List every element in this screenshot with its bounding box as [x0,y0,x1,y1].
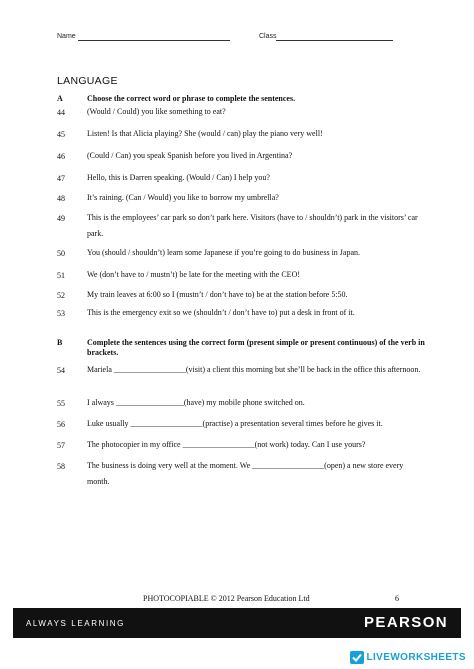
item-text: (Could / Can) you speak Spanish before you lived in Argentina? [87,151,293,160]
footer-brand-bar [13,608,461,638]
item-text: Listen! Is that Alicia playing? She (would / can) play the piano very well! [87,129,323,138]
section-a-letter: A [57,94,63,103]
item-text: The photocopier in my office __________________(not work) today. Can I use yours? [87,440,366,449]
copyright-notice: PHOTOCOPIABLE © 2012 Pearson Education Ltd [143,594,310,603]
class-line [276,40,393,41]
item-number: 57 [57,441,65,450]
tagline: ALWAYS LEARNING [26,619,125,628]
item-number: 45 [57,130,65,139]
item-text: You (should / shouldn’t) learn some Japanese if you’re going to do business in Japan. [87,248,361,257]
item-text: Luke usually __________________(practise) a presentation several times before he gives it. [87,419,383,428]
page-number: 6 [395,594,399,603]
liveworksheets-logo-icon [350,651,364,664]
liveworksheets-watermark [350,651,467,664]
item-text: I always _________________(have) my mobile phone switched on. [87,398,305,407]
item-text: The business is doing very well at the moment. We __________________(open) a new store every month. [87,461,404,486]
item-number: 48 [57,194,65,203]
item-number: 44 [57,108,65,117]
item-number: 50 [57,249,65,258]
class-label: Class [259,33,277,40]
item-number: 49 [57,214,65,223]
item-text: It’s raining. (Can / Would) you like to borrow my umbrella? [87,193,279,202]
item-text: (Would / Could) you like something to eat? [87,107,226,116]
item-number: 51 [57,271,65,280]
section-a-instruction: Choose the correct word or phrase to complete the sentences. [87,94,296,103]
name-line [78,40,230,41]
item-number: 47 [57,174,65,183]
brand-logo: PEARSON [364,614,448,631]
name-label: Name [57,33,76,40]
item-text: This is the emergency exit so we (shouldn’t / don’t have to) put a desk in front of it. [87,308,355,317]
item-number: 56 [57,420,65,429]
section-b-letter: B [57,338,63,347]
item-number: 55 [57,399,65,408]
item-number: 53 [57,309,65,318]
item-text: Mariela __________________(visit) a client this morning but she’ll be back in the office this afternoon. [87,365,421,374]
section-b-instruction: Complete the sentences using the correct form (present simple or present continuous) of the verb in brackets. [87,338,425,357]
item-text: My train leaves at 6:00 so I (mustn’t / don’t have to) be at the station before 5:50. [87,290,348,299]
item-text: This is the employees’ car park so don’t park here. Visitors (have to / shouldn’t) park in the visitors’ car park. [87,213,418,238]
item-number: 46 [57,152,65,161]
watermark-text: LIVEWORKSHEETS [366,652,466,663]
item-number: 54 [57,366,65,375]
section-title: LANGUAGE [57,75,118,87]
item-number: 52 [57,291,65,300]
item-number: 58 [57,462,65,471]
item-text: Hello, this is Darren speaking. (Would / Can) I help you? [87,173,270,182]
item-text: We (don’t have to / mustn’t) be late for the meeting with the CEO! [87,270,301,279]
